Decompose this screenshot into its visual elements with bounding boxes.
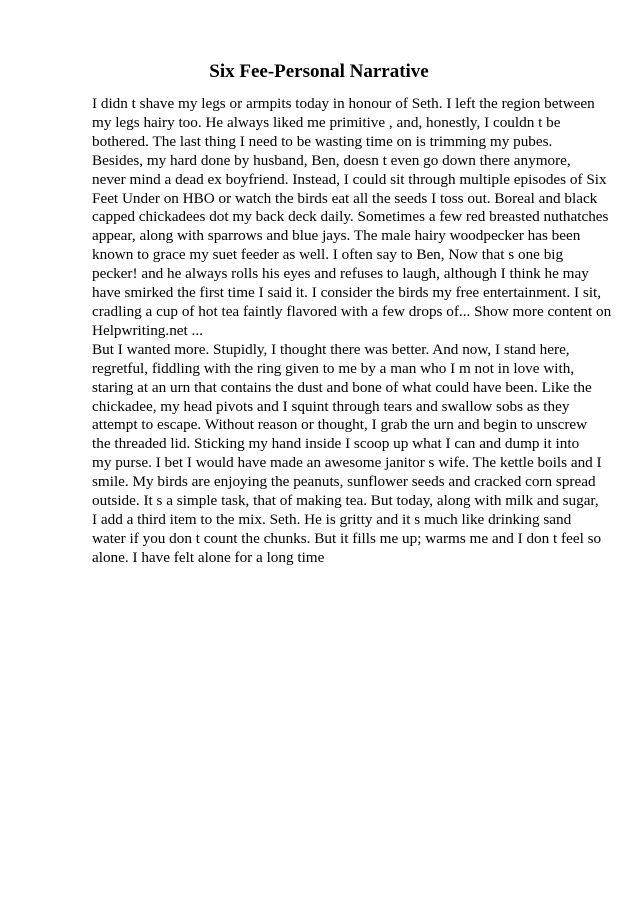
text-line: my purse. I bet I would have made an awesome janitor s wife. The kettle boils and I [92,454,602,472]
text-line: But I wanted more. Stupidly, I thought there was better. And now, I stand here, [92,340,570,358]
text-line: the threaded lid. Sticking my hand inside I scoop up what I can and dump it into [92,435,580,453]
text-line: cradling a cup of hot tea faintly flavored with a few drops of... Show more content on [92,302,612,320]
text-line: water if you don t count the chunks. But it fills me up; warms me and I don t feel so [92,529,602,547]
text-line: known to grace my suet feeder as well. I often say to Ben, Now that s one big [92,246,564,264]
text-line: regretful, fiddling with the ring given to me by a man who I m not in love with, [92,359,575,377]
text-line: appear, along with sparrows and blue jays. The male hairy woodpecker has been [92,227,581,245]
text-line: have smirked the first time I said it. I consider the birds my free entertainment. I sit, [92,284,602,302]
document-title: Six Fee-Personal Narrative [209,61,429,82]
text-line: capped chickadees dot my back deck daily. Sometimes a few red breasted nuthatches [92,208,609,226]
text-line: chickadee, my head pivots and I squint through tears and swallow sobs as they [92,397,570,415]
text-line: I add a third item to the mix. Seth. He is gritty and it s much like drinking sand [92,510,572,528]
text-line: never mind a dead ex boyfriend. Instead, I could sit through multiple episodes of Six [92,170,607,188]
text-line: pecker! and he always rolls his eyes and refuses to laugh, although I think he may [92,265,589,283]
text-line: Helpwriting.net ... [92,321,203,339]
paragraph-1 [92,95,612,341]
paragraph-2 [92,340,602,568]
text-line: alone. I have felt alone for a long time [92,548,325,566]
text-line: outside. It s a simple task, that of making tea. But today, along with milk and sugar, [92,492,599,510]
text-line: Besides, my hard done by husband, Ben, doesn t even go down there anymore, [92,151,571,169]
text-line: bothered. The last thing I need to be wasting time on is trimming my pubes. [92,132,553,150]
text-line: Feet Under on HBO or watch the birds eat all the seeds I toss out. Boreal and black [92,189,598,207]
text-line: smile. My birds are enjoying the peanuts, sunflower seeds and cracked corn spread [92,473,596,491]
text-line: attempt to escape. Without reason or thought, I grab the urn and begin to unscrew [92,416,588,434]
text-line: I didn t shave my legs or armpits today in honour of Seth. I left the region between [92,95,595,112]
text-line: my legs hairy too. He always liked me primitive , and, honestly, I couldn t be [92,113,561,131]
text-line: staring at an urn that contains the dust and bone of what could have been. Like the [92,378,592,396]
document-body [92,95,612,568]
